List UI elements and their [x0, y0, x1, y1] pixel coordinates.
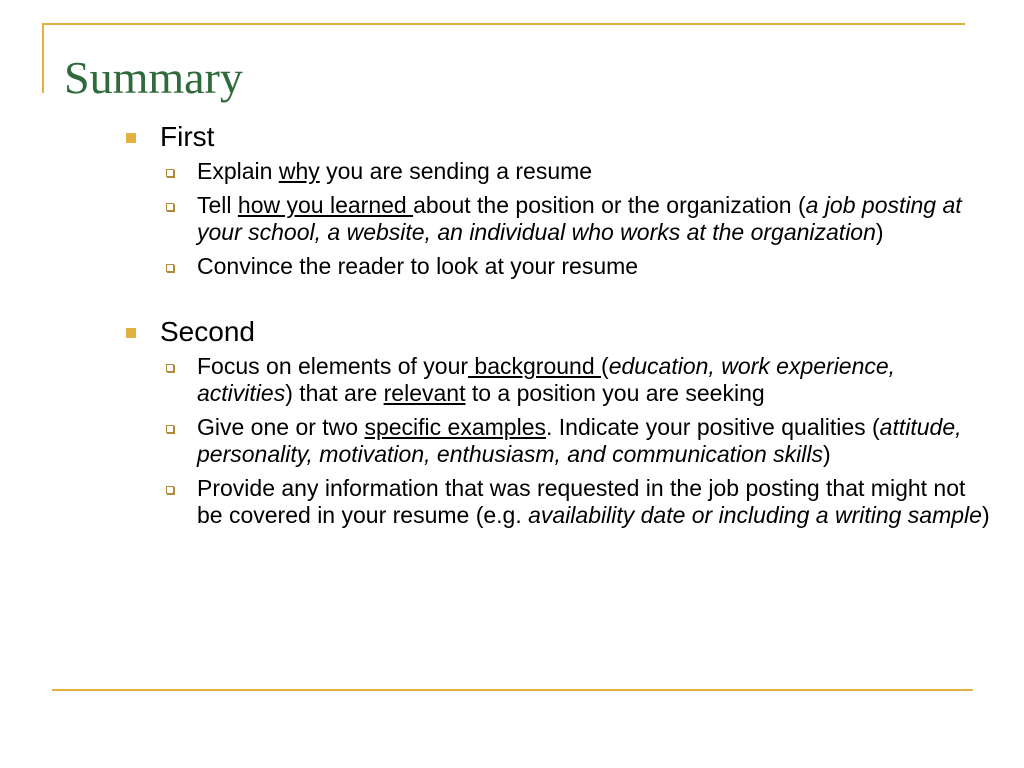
underlined-text: specific examples	[364, 414, 546, 440]
left-accent-line	[42, 23, 44, 93]
underlined-text: how you learned	[237, 192, 414, 218]
hollow-square-bullet-icon	[166, 425, 174, 433]
italic-text: attitude, personality, motivation, enthusiasm, and communication skills	[197, 414, 962, 467]
text: ) that are	[285, 380, 384, 406]
text: (	[601, 353, 609, 379]
hollow-square-bullet-icon	[166, 486, 174, 494]
list-item	[122, 414, 992, 468]
list-item	[122, 158, 992, 185]
slide-title: Summary	[64, 52, 243, 103]
hollow-square-bullet-icon	[166, 364, 174, 372]
italic-text: education, work experience, activities	[197, 353, 896, 406]
hollow-square-bullet-icon	[166, 169, 174, 177]
square-bullet-icon	[126, 328, 136, 338]
square-bullet-icon	[126, 133, 136, 143]
top-accent-line	[42, 23, 965, 25]
hollow-square-bullet-icon	[166, 203, 174, 211]
text: Explain	[197, 158, 279, 184]
list-item	[122, 353, 992, 407]
slide-body	[122, 116, 992, 536]
hollow-square-bullet-icon	[166, 264, 174, 272]
text: )	[875, 219, 884, 245]
text: Focus on elements of your	[197, 353, 469, 379]
text: about the position or the organization (	[413, 192, 806, 218]
text: )	[822, 441, 831, 467]
section-heading: Second	[160, 316, 255, 347]
text: . Indicate your positive qualities (	[546, 414, 880, 440]
underlined-text: relevant	[383, 380, 466, 406]
italic-text: availability date or including a writing sample	[528, 502, 982, 528]
text: you are sending a resume	[319, 158, 593, 184]
list-item	[122, 253, 992, 280]
bottom-accent-line	[52, 689, 973, 691]
list-item	[122, 475, 992, 529]
section-heading: First	[160, 121, 215, 152]
text: Give one or two	[197, 414, 365, 440]
section-second	[122, 311, 992, 353]
spacer	[122, 287, 992, 311]
list-item	[122, 192, 992, 246]
text: Tell	[197, 192, 238, 218]
text: )	[981, 502, 990, 528]
underlined-text: background	[468, 353, 602, 379]
section-first	[122, 116, 992, 158]
underlined-text: why	[278, 158, 320, 184]
text: Provide any information that was requested in the job posting that might not be covered in your resume (e.g.	[197, 475, 966, 528]
italic-text: a job posting at your school, a website, an individual who works at the organization	[197, 192, 962, 245]
text: to a position you are seeking	[465, 380, 765, 406]
text: Convince the reader to look at your resume	[197, 253, 639, 279]
